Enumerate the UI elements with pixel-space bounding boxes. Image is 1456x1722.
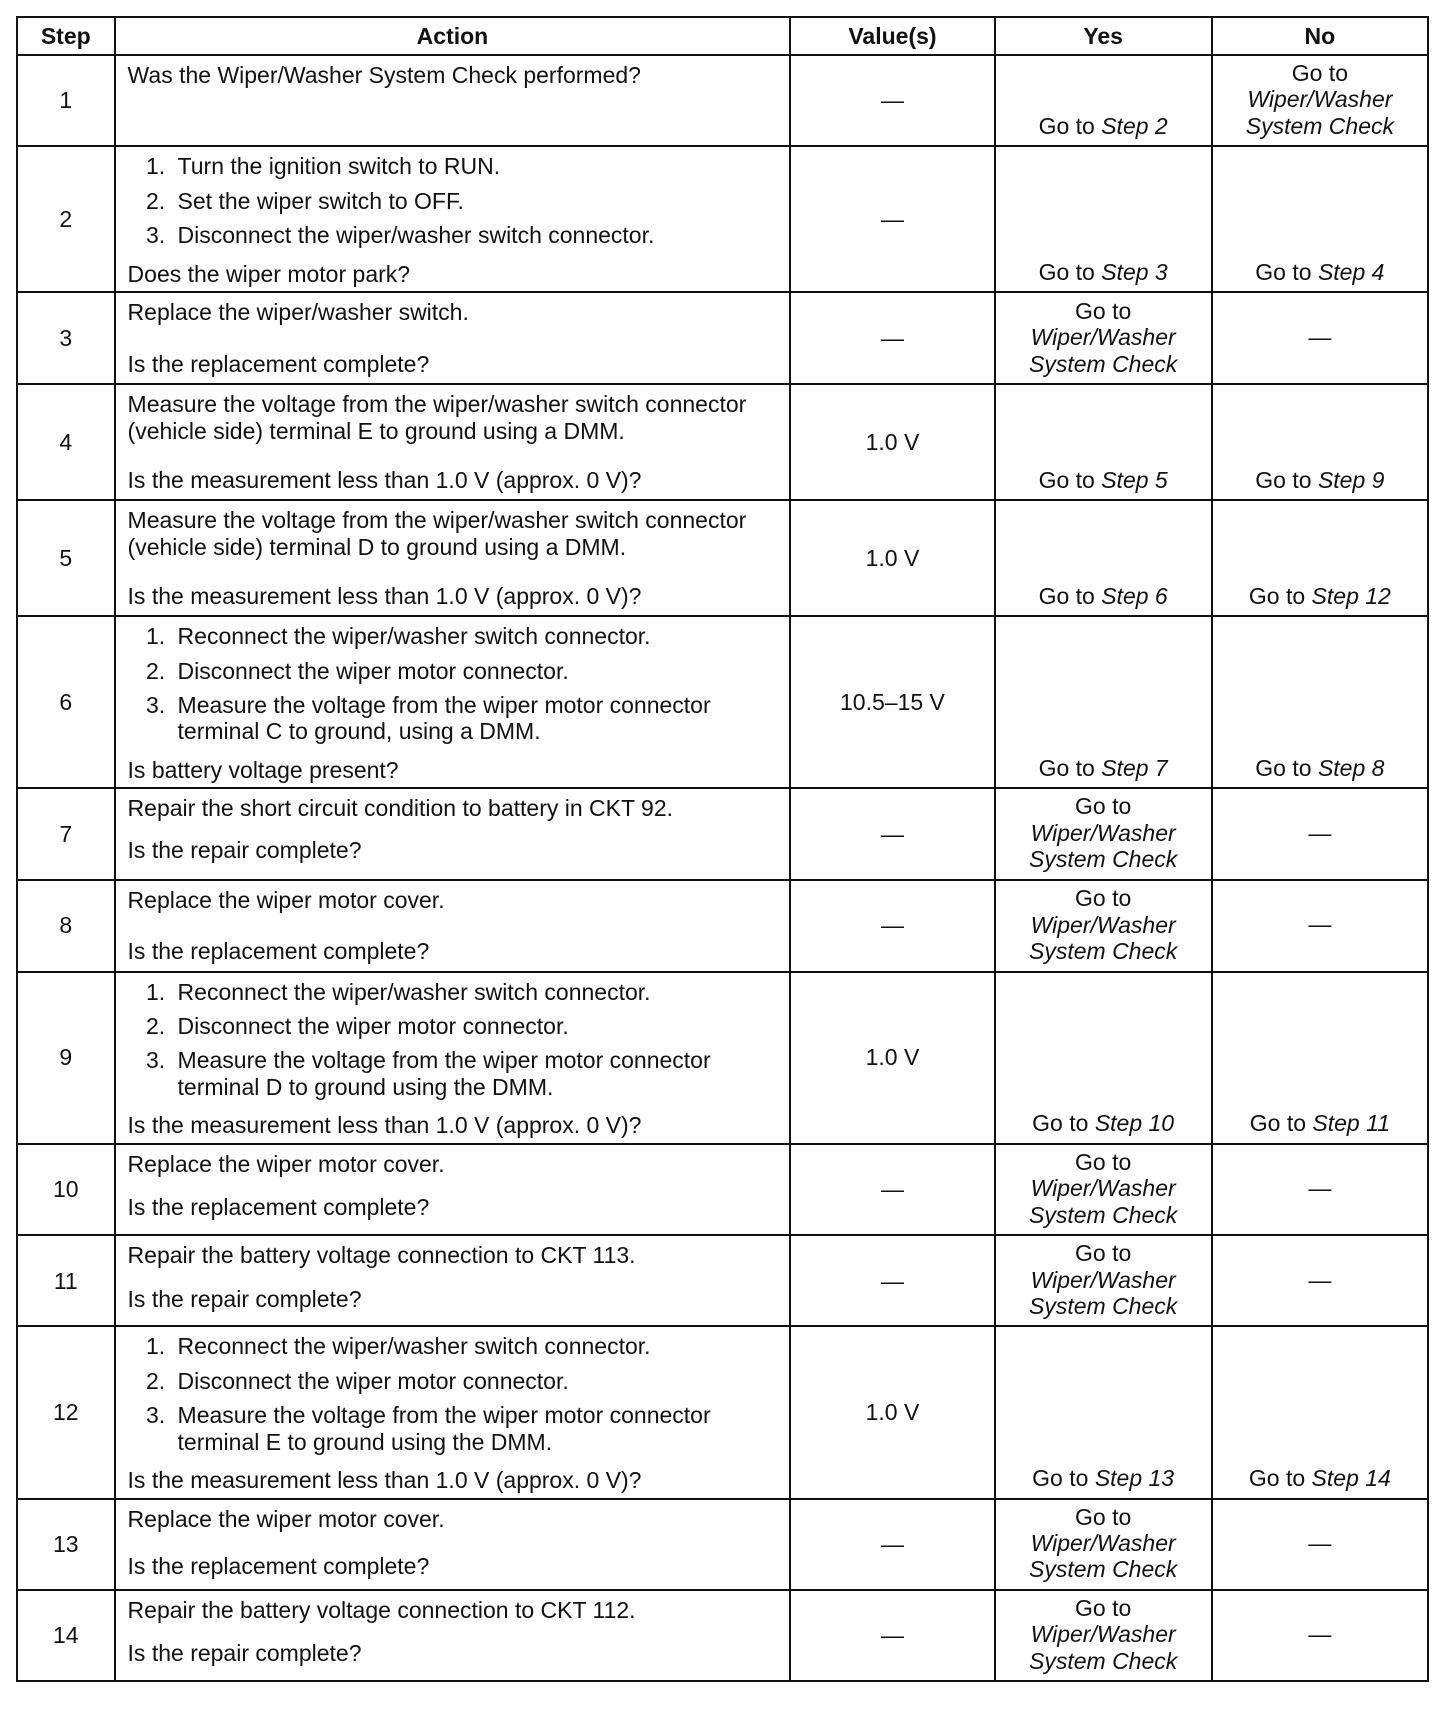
goto-target: Wiper/Washer System Check <box>1029 911 1178 965</box>
action-cell <box>115 880 791 972</box>
goto-link[interactable] <box>1002 793 1205 872</box>
yes-cell <box>995 1144 1212 1235</box>
goto-target: Step 10 <box>1094 1110 1175 1137</box>
goto-link[interactable] <box>1002 467 1205 493</box>
action-question: Is the replacement complete? <box>127 1553 430 1580</box>
table-row <box>17 500 1428 616</box>
yes-cell <box>995 972 1212 1144</box>
table-body <box>17 55 1428 1681</box>
action-text: Was the Wiper/Washer System Check performed? <box>127 62 641 88</box>
header-action: Action <box>115 17 791 55</box>
goto-prefix: Go to <box>1038 112 1095 139</box>
goto-prefix: Go to <box>1075 1503 1132 1530</box>
action-cell <box>115 146 791 292</box>
action-cell <box>115 500 791 616</box>
action-instructions <box>128 1242 780 1268</box>
action-question: Is the measurement less than 1.0 V (approx. 0 V)? <box>127 466 642 493</box>
action-instructions <box>128 1597 780 1623</box>
action-instructions <box>128 795 780 821</box>
goto-target: Step 6 <box>1101 582 1168 609</box>
action-instructions <box>128 299 780 325</box>
header-yes: Yes <box>995 17 1212 55</box>
no-cell <box>1212 788 1428 879</box>
substep-item: 1. Turn the ignition switch to RUN. <box>172 153 780 179</box>
goto-prefix: Go to <box>1075 885 1132 912</box>
goto-link[interactable] <box>1219 1465 1421 1491</box>
action-content <box>128 1597 780 1667</box>
substep-item: 1. Reconnect the wiper/washer switch connector. <box>172 979 780 1005</box>
goto-target: Wiper/Washer System Check <box>1029 1621 1178 1674</box>
action-question: Is the repair complete? <box>127 1285 362 1312</box>
yes-cell <box>995 1235 1212 1326</box>
action-instructions <box>128 623 780 753</box>
table-row <box>17 1144 1428 1235</box>
table-row <box>17 1590 1428 1681</box>
value-cell: 10.5–15 V <box>790 616 994 788</box>
goto-target: Wiper/Washer System Check <box>1029 819 1178 873</box>
goto-link[interactable] <box>1002 1240 1205 1319</box>
no-cell <box>1212 1326 1428 1498</box>
header-values: Value(s) <box>790 17 994 55</box>
action-text: Replace the wiper motor cover. <box>127 886 445 913</box>
substep-list <box>128 979 780 1101</box>
goto-prefix: Go to <box>1038 258 1095 285</box>
goto-target: Wiper/Washer System Check <box>1029 1266 1178 1319</box>
substep-item: 1. Reconnect the wiper/washer switch connector. <box>172 623 780 649</box>
yes-cell <box>995 1499 1212 1590</box>
step-number: 9 <box>17 972 115 1144</box>
value-cell: — <box>790 146 994 292</box>
no-cell <box>1212 146 1428 292</box>
goto-target: Step 9 <box>1317 466 1385 493</box>
table-row <box>17 880 1428 972</box>
action-content <box>128 62 780 134</box>
goto-prefix: Go to <box>1248 582 1306 609</box>
goto-prefix: Go to <box>1038 582 1095 609</box>
goto-prefix: Go to <box>1075 793 1132 820</box>
goto-link[interactable] <box>1002 1465 1205 1491</box>
goto-target: Wiper/Washer System Check <box>1029 1530 1178 1583</box>
step-number: 4 <box>17 384 115 500</box>
yes-cell <box>995 1326 1212 1498</box>
no-action-dash: — <box>1308 1530 1332 1556</box>
table-row <box>17 384 1428 500</box>
goto-prefix: Go to <box>1255 258 1312 285</box>
goto-link[interactable] <box>1002 583 1205 609</box>
action-cell <box>115 1144 791 1235</box>
header-no: No <box>1212 17 1428 55</box>
action-question: Is battery voltage present? <box>127 756 399 783</box>
action-question: Is the repair complete? <box>127 1640 362 1667</box>
action-instructions <box>128 979 780 1109</box>
yes-cell <box>995 500 1212 616</box>
goto-target: Step 13 <box>1094 1465 1175 1492</box>
action-text: Replace the wiper motor cover. <box>127 1150 445 1177</box>
table-row <box>17 1326 1428 1498</box>
header-step: Step <box>17 17 115 55</box>
action-cell <box>115 788 791 879</box>
value-cell: 1.0 V <box>790 500 994 616</box>
no-cell <box>1212 1590 1428 1681</box>
step-number: 7 <box>17 788 115 879</box>
value-cell: 1.0 V <box>790 384 994 500</box>
action-cell <box>115 1235 791 1326</box>
value-cell: — <box>790 292 994 384</box>
action-question: Is the repair complete? <box>127 836 362 863</box>
action-content <box>128 299 780 377</box>
step-number: 5 <box>17 500 115 616</box>
action-text: Measure the voltage from the wiper/washer switch connector (vehicle side) terminal E to ground using a DMM. <box>127 391 747 444</box>
no-cell <box>1212 616 1428 788</box>
action-content <box>128 979 780 1139</box>
goto-prefix: Go to <box>1032 1110 1089 1137</box>
action-text: Replace the wiper/washer switch. <box>127 299 469 326</box>
table-row <box>17 788 1428 879</box>
goto-target: Wiper/Washer System Check <box>1245 86 1394 139</box>
action-text: Replace the wiper motor cover. <box>127 1505 445 1532</box>
step-number: 11 <box>17 1235 115 1326</box>
no-action-dash: — <box>1308 1266 1332 1293</box>
substep-item: 2. Disconnect the wiper motor connector. <box>172 658 780 684</box>
goto-prefix: Go to <box>1255 466 1312 493</box>
step-number: 13 <box>17 1499 115 1590</box>
table-row <box>17 146 1428 292</box>
value-cell: — <box>790 1590 994 1681</box>
goto-target: Step 11 <box>1312 1110 1390 1137</box>
goto-target: Step 14 <box>1311 1465 1391 1492</box>
goto-prefix: Go to <box>1038 754 1095 781</box>
yes-cell <box>995 55 1212 146</box>
goto-link[interactable] <box>1219 1110 1421 1136</box>
action-content <box>128 391 780 493</box>
goto-prefix: Go to <box>1248 1465 1306 1492</box>
action-question: Does the wiper motor park? <box>127 260 411 287</box>
action-cell <box>115 616 791 788</box>
no-action-dash: — <box>1308 1175 1332 1202</box>
action-text: Measure the voltage from the wiper/washer switch connector (vehicle side) terminal D to ground using a DMM. <box>127 507 747 560</box>
value-cell: — <box>790 1235 994 1326</box>
goto-link[interactable] <box>1219 583 1421 609</box>
goto-prefix: Go to <box>1075 1240 1132 1267</box>
action-text: Repair the battery voltage connection to CKT 113. <box>127 1242 636 1269</box>
goto-target: Wiper/Washer System Check <box>1029 324 1178 377</box>
step-number: 1 <box>17 55 115 146</box>
goto-link[interactable] <box>1002 1149 1205 1228</box>
no-cell <box>1212 384 1428 500</box>
value-cell: — <box>790 1499 994 1590</box>
table-row <box>17 616 1428 788</box>
goto-link[interactable] <box>1219 60 1421 139</box>
action-cell <box>115 972 791 1144</box>
goto-link[interactable] <box>1002 885 1205 964</box>
action-instructions <box>128 887 780 913</box>
action-instructions <box>128 1506 780 1532</box>
no-cell <box>1212 55 1428 146</box>
goto-prefix: Go to <box>1075 1148 1132 1175</box>
step-number: 8 <box>17 880 115 972</box>
goto-target: Step 8 <box>1317 754 1385 781</box>
goto-target: Wiper/Washer System Check <box>1029 1175 1178 1228</box>
substep-item: 3. Disconnect the wiper/washer switch connector. <box>172 222 780 248</box>
value-cell: 1.0 V <box>790 972 994 1144</box>
goto-prefix: Go to <box>1032 1465 1089 1492</box>
goto-target: Step 5 <box>1101 466 1168 493</box>
action-question: Is the replacement complete? <box>127 938 430 965</box>
substep-list <box>128 623 780 745</box>
substep-item: 2. Set the wiper switch to OFF. <box>172 188 780 214</box>
action-content <box>128 1506 780 1580</box>
action-instructions <box>128 1333 780 1463</box>
header-row <box>17 17 1428 55</box>
action-cell <box>115 1326 791 1498</box>
step-number: 3 <box>17 292 115 384</box>
action-text: Repair the short circuit condition to battery in CKT 92. <box>127 795 673 822</box>
substep-item: 1. Reconnect the wiper/washer switch connector. <box>172 1333 780 1359</box>
action-question: Is the measurement less than 1.0 V (approx. 0 V)? <box>127 582 642 609</box>
no-cell <box>1212 880 1428 972</box>
goto-link[interactable] <box>1002 1504 1205 1583</box>
substep-item: 3. Measure the voltage from the wiper motor connector terminal D to ground using the DMM. <box>172 1047 780 1100</box>
yes-cell <box>995 880 1212 972</box>
action-content <box>128 623 780 783</box>
step-number: 14 <box>17 1590 115 1681</box>
step-number: 10 <box>17 1144 115 1235</box>
action-content <box>128 1151 780 1221</box>
action-content <box>128 1333 780 1493</box>
action-cell <box>115 384 791 500</box>
table-row <box>17 972 1428 1144</box>
value-cell: — <box>790 788 994 879</box>
substep-item: 3. Measure the voltage from the wiper motor connector terminal E to ground using the DMM. <box>172 1402 780 1455</box>
substep-item: 2. Disconnect the wiper motor connector. <box>172 1013 780 1039</box>
value-cell: 1.0 V <box>790 1326 994 1498</box>
goto-target: Step 3 <box>1101 258 1168 285</box>
action-cell <box>115 1590 791 1681</box>
table-row <box>17 292 1428 384</box>
goto-link[interactable] <box>1002 1110 1205 1136</box>
goto-link[interactable] <box>1002 755 1205 781</box>
goto-link[interactable] <box>1002 1595 1205 1674</box>
action-instructions <box>128 391 780 444</box>
action-content <box>128 795 780 863</box>
substep-item: 3. Measure the voltage from the wiper motor connector terminal C to ground, using a DMM. <box>172 692 780 745</box>
goto-prefix: Go to <box>1249 1110 1307 1137</box>
goto-link[interactable] <box>1002 113 1205 139</box>
step-number: 12 <box>17 1326 115 1498</box>
goto-link[interactable] <box>1219 259 1421 285</box>
no-cell <box>1212 1499 1428 1590</box>
goto-prefix: Go to <box>1075 1594 1132 1621</box>
table-row <box>17 1235 1428 1326</box>
goto-prefix: Go to <box>1038 466 1095 493</box>
yes-cell <box>995 146 1212 292</box>
yes-cell <box>995 1590 1212 1681</box>
action-content <box>128 887 780 965</box>
diagnostic-table <box>16 16 1429 1682</box>
action-cell <box>115 292 791 384</box>
action-question: Is the measurement less than 1.0 V (approx. 0 V)? <box>127 1112 642 1139</box>
action-content <box>128 1242 780 1312</box>
goto-prefix: Go to <box>1255 754 1312 781</box>
action-question: Is the replacement complete? <box>127 1194 430 1221</box>
value-cell: — <box>790 1144 994 1235</box>
action-text: Repair the battery voltage connection to CKT 112. <box>127 1596 636 1623</box>
no-cell <box>1212 500 1428 616</box>
goto-prefix: Go to <box>1075 297 1132 324</box>
no-action-dash: — <box>1308 911 1332 938</box>
yes-cell <box>995 384 1212 500</box>
goto-link[interactable] <box>1219 467 1421 493</box>
table-row <box>17 55 1428 146</box>
no-action-dash: — <box>1308 819 1332 846</box>
value-cell: — <box>790 880 994 972</box>
step-number: 2 <box>17 146 115 292</box>
no-action-dash: — <box>1308 1621 1332 1648</box>
action-cell <box>115 1499 791 1590</box>
action-instructions <box>128 153 780 256</box>
yes-cell <box>995 616 1212 788</box>
goto-link[interactable] <box>1219 755 1421 781</box>
action-question: Is the measurement less than 1.0 V (approx. 0 V)? <box>127 1467 642 1494</box>
action-cell <box>115 55 791 146</box>
goto-link[interactable] <box>1002 298 1205 377</box>
substep-list <box>128 153 780 248</box>
no-cell <box>1212 972 1428 1144</box>
goto-prefix: Go to <box>1291 60 1348 86</box>
step-number: 6 <box>17 616 115 788</box>
action-instructions <box>128 1151 780 1177</box>
action-content <box>128 507 780 609</box>
value-cell: — <box>790 55 994 146</box>
action-instructions <box>128 62 780 88</box>
no-cell <box>1212 1144 1428 1235</box>
goto-link[interactable] <box>1002 259 1205 285</box>
no-cell <box>1212 1235 1428 1326</box>
no-cell <box>1212 292 1428 384</box>
action-question: Is the replacement complete? <box>127 350 430 377</box>
substep-list <box>128 1333 780 1455</box>
action-content <box>128 153 780 287</box>
yes-cell <box>995 292 1212 384</box>
goto-target: Step 12 <box>1311 582 1391 609</box>
no-action-dash: — <box>1308 323 1332 350</box>
substep-item: 2. Disconnect the wiper motor connector. <box>172 1368 780 1394</box>
goto-target: Step 4 <box>1317 258 1385 285</box>
goto-target: Step 7 <box>1101 754 1168 781</box>
action-instructions <box>128 507 780 560</box>
table-row <box>17 1499 1428 1590</box>
goto-target: Step 2 <box>1101 112 1168 139</box>
yes-cell <box>995 788 1212 879</box>
